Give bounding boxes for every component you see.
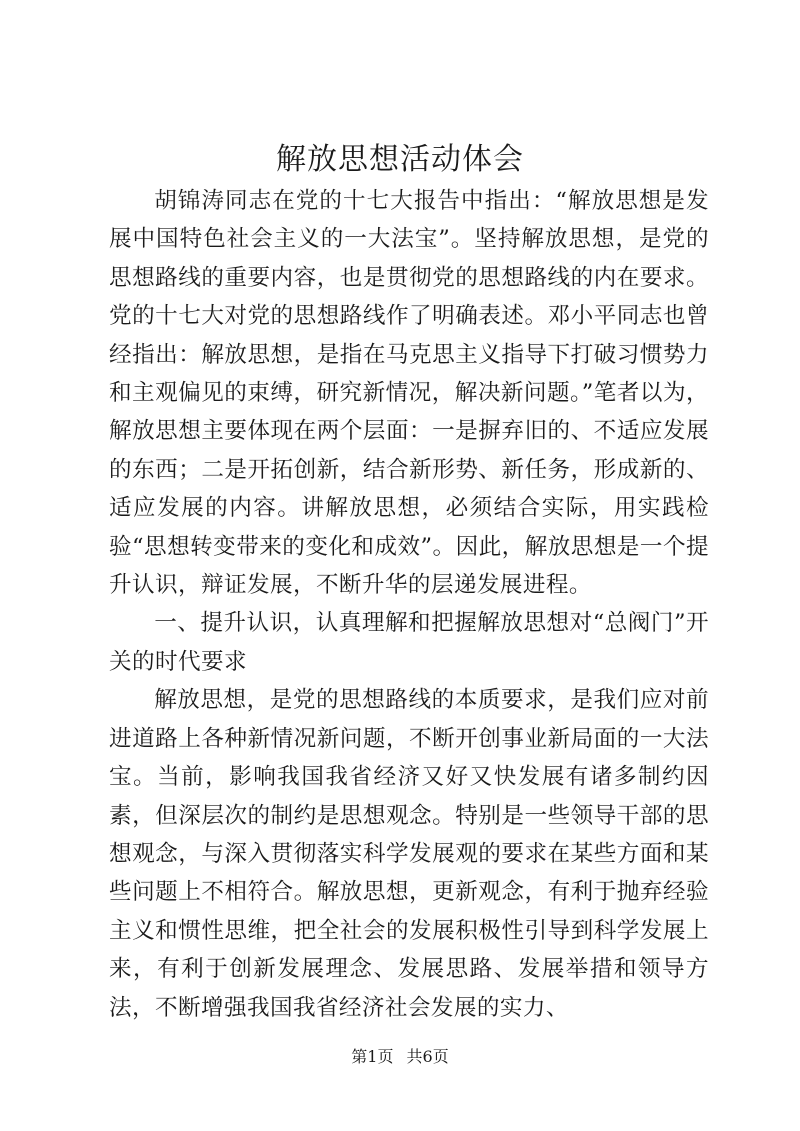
paragraph-intro: 胡锦涛同志在党的十七大报告中指出：“解放思想是发展中国特色社会主义的一大法宝”。坚持解放思想，是党的思想路线的重要内容，也是贯彻党的思想路线的内在要求。党的十七大对党的思想路线作了明确表述。邓小平同志也曾经指出：解放思想，是指在马克思主义指导下打破习惯势力和主观偏见的束缚，研究新情况，解决新问题。”笔者以为，解放思想主要体现在两个层面：一是摒弃旧的、不适应发展的东西；二是开拓创新，结合新形势、新任务，形成新的、适应发展的内容。讲解放思想，必须结合实际，用实践检验“思想转变带来的变化和成效”。因此，解放思想是一个提升认识，辩证发展，不断升华的层递发展进程。 [109, 188, 709, 599]
document-body [109, 182, 709, 1027]
page-footer [0, 1046, 800, 1068]
document-title: 解放思想活动体会 [276, 142, 524, 177]
page-number-total: 共6页 [406, 1047, 449, 1066]
paragraph-section-heading: 一、提升认识，认真理解和把握解放思想对“总阀门”开关的时代要求 [109, 610, 709, 675]
paragraph-section-body: 解放思想，是党的思想路线的本质要求，是我们应对前进道路上各种新情况新问题，不断开创事业新局面的一大法宝。当前，影响我国我省经济又好又快发展有诸多制约因素，但深层次的制约是思想观念。特别是一些领导干部的思想观念，与深入贯彻落实科学发展观的要求在某些方面和某些问题上不相符合。解放思想，更新观念，有利于抛弃经验主义和惯性思维，把全社会的发展积极性引导到科学发展上来，有利于创新发展理念、发展思路、发展举措和领导方法，不断增强我国我省经济社会发展的实力、 [109, 687, 709, 1021]
page-number-current: 第1页 [351, 1047, 394, 1066]
